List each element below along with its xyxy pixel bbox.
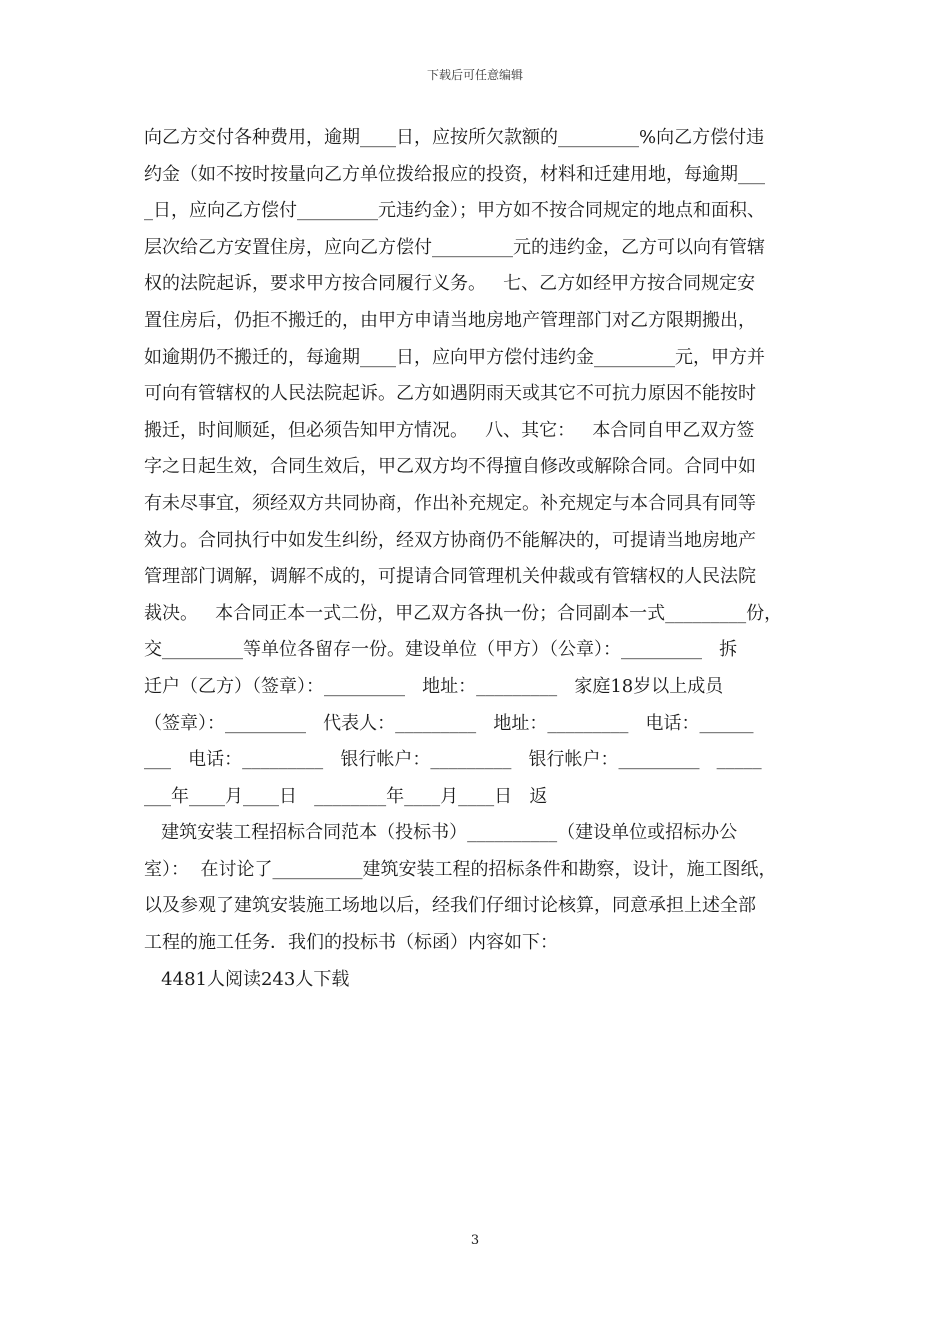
document-body — [144, 120, 816, 998]
text-line: 交_________等单位各留存一份。建设单位（甲方）（公章）：_________ 拆 — [144, 639, 738, 661]
text-line: 室）： 在讨论了__________建筑安装工程的招标条件和勘察，设计，施工图纸， — [144, 858, 777, 880]
text-line: ___ 电话：_________ 银行帐户：_________ 银行帐户：_________ _____ — [144, 749, 762, 771]
text-line: 工程的施工任务．我们的投标书（标函）内容如下： — [144, 932, 558, 954]
text-line: 层次给乙方安置住房，应向乙方偿付_________元的违约金，乙方可以向有管辖 — [144, 236, 765, 258]
text-line: _日，应向乙方偿付_________元违约金）；甲方如不按合同规定的地点和面积、 — [144, 200, 765, 222]
page-number: 3 — [470, 1233, 480, 1248]
text-line: 向乙方交付各种费用，逾期____日，应按所欠款额的_________%向乙方偿付违 — [144, 127, 765, 148]
text-line: 置住房后，仍拒不搬迁的，由甲方申请当地房地产管理部门对乙方限期搬出， — [144, 309, 756, 331]
text-line: 字之日起生效，合同生效后，甲乙双方均不得擅自修改或解除合同。合同中如 — [144, 456, 756, 478]
text-line: 效力。合同执行中如发生纠纷，经双方协商仍不能解决的，可提请当地房地产 — [144, 529, 756, 551]
text-line: 以及参观了建筑安装施工场地以后，经我们仔细讨论核算，同意承担上述全部 — [144, 895, 756, 917]
reader-stats: 4481人阅读243人下载 — [144, 968, 350, 990]
text-line: 有未尽事宜，须经双方共同协商，作出补充规定。补充规定与本合同具有同等 — [144, 492, 756, 514]
text-line: 可向有管辖权的人民法院起诉。乙方如遇阴雨天或其它不可抗力原因不能按时 — [144, 383, 756, 405]
page-header: 下载后可任意编辑 — [426, 68, 523, 82]
text-line: 如逾期仍不搬迁的，每逾期____日，应向甲方偿付违约金_________元，甲方并 — [144, 346, 765, 368]
text-line: ___年____月____日 ________年____月____日 返 — [144, 785, 548, 807]
text-line: 管理部门调解，调解不成的，可提请合同管理机关仲裁或有管辖权的人民法院 — [144, 566, 756, 588]
text-line: 迁户（乙方）（签章）：_________ 地址：_________ 家庭18岁以上成员 — [144, 675, 724, 697]
text-line: 搬迁，时间顺延，但必须告知甲方情况。 八、其它： 本合同自甲乙双方签 — [144, 419, 755, 441]
text-line: 建筑安装工程招标合同范本（投标书）__________（建设单位或招标办公 — [144, 822, 738, 844]
text-line: 裁决。 本合同正本一式二份，甲乙双方各执一份；合同副本一式_________份， — [144, 602, 783, 624]
text-line: （签章）：_________ 代表人：_________ 地址：_________ 电话：______ — [144, 712, 754, 734]
text-line: 约金（如不按时按量向乙方单位拨给报应的投资，材料和迁建用地，每逾期___ — [144, 163, 765, 185]
text-line: 权的法院起诉，要求甲方按合同履行义务。 七、乙方如经甲方按合同规定安 — [144, 273, 756, 295]
